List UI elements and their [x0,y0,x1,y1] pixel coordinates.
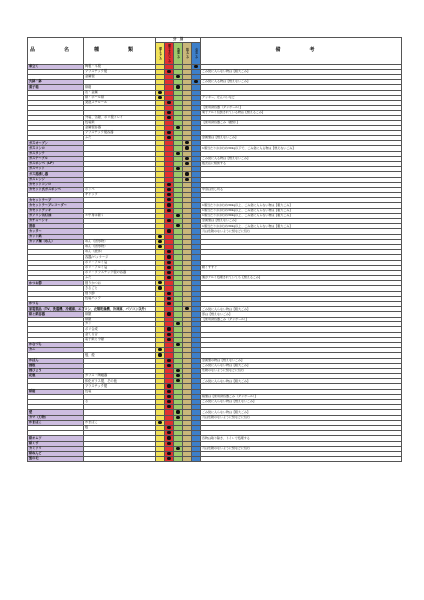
item-name: かつら [28,302,84,307]
black-dot-icon [167,384,170,387]
black-dot-icon [158,421,161,424]
item-note: 裏がアルミ処理されていても【燃えるごみ】 [201,276,402,281]
item-note: 【使用済容器ごみ（雑紙）】 [201,121,402,126]
item-name: 紙箱 [28,389,84,394]
sorting-column-header: 分 別 [156,38,201,43]
item-kind: ＊中身は除く [84,213,156,218]
item-kind: 包装紙 [84,121,156,126]
black-dot-icon [167,364,170,367]
item-kind: カン [84,322,156,327]
item-kind: る [84,400,156,405]
header-row-top [28,38,402,43]
category-cell [165,457,174,462]
item-kind: かまぼこ [84,420,156,425]
item-name: 傘立て [28,64,84,69]
black-dot-icon [176,379,179,382]
black-dot-icon [167,390,170,393]
item-name: 紙ねんど [28,451,84,456]
black-dot-icon [158,348,161,351]
black-dot-icon [167,183,170,186]
item-note: 1個当たりおおむね30kg以上、ごみ袋に入らない物は【粗大ごみ】 [201,203,402,208]
item-name: カップ麺（めん） [28,239,84,244]
black-dot-icon [167,359,170,362]
black-dot-icon [176,224,179,227]
category-oversized: 粗大ごみ [183,42,192,64]
black-dot-icon [158,235,161,238]
item-name: カミソリ [28,446,84,451]
black-dot-icon [158,281,161,284]
item-name: 家電製品（TV、洗濯機、冷蔵庫、エアコン、衣類乾燥機、冷凍庫、パソコン以外） [29,306,148,311]
item-note: クッキー、せんべいなど [201,95,402,100]
item-note: 【使用済容器ごみ（ダンボール）】 [201,317,402,322]
item-kind: 紙類 [84,312,156,317]
category-cell [174,457,183,462]
category-cell [183,457,192,462]
item-note: 1個当たりおおむね30kg以下で、ごみ袋に入る物は【燃えないごみ】 [201,146,402,151]
item-note: ごみ袋に入らない物は【粗大ごみ】 [201,379,402,384]
black-dot-icon [167,395,170,398]
item-kind: 削りかつお [84,281,156,286]
note-column-header: 備 考 [201,38,402,65]
item-kind: プラスチック製 [84,384,156,389]
item-name: カセットデッキ [28,208,84,213]
black-dot-icon [185,146,188,149]
item-kind: ポリ・アルミ袋 [84,265,156,270]
item-name: ガスタンク [28,151,84,156]
black-dot-icon [167,400,170,403]
black-dot-icon [167,431,170,434]
kind-column-header: 種 類 [84,38,156,65]
black-dot-icon [167,338,170,341]
item-name: ガスレンジ [28,177,84,182]
black-dot-icon [167,136,170,139]
item-name: 菓子箱 [28,85,84,90]
black-dot-icon [167,198,170,201]
black-dot-icon [167,219,170,222]
item-name: ガステーブル [28,156,84,161]
black-dot-icon [167,312,170,315]
black-dot-icon [176,369,179,372]
item-name: ガソリン缶灯油 [28,213,84,218]
item-kind: 体化ガラス製、その他 [84,379,156,384]
item-name: カニ [28,348,84,353]
black-dot-icon [167,101,170,104]
item-note: 刃は危険のないように紙などに包む [201,415,402,420]
item-kind: めん（固形物） [84,239,156,244]
table-row [28,457,402,462]
black-dot-icon [167,188,170,191]
item-name: カマ（刃物） [28,415,84,420]
item-note: 箱製は【使用済容器ごみ（ダンボール）】 [201,394,402,399]
item-kind: 紙箱 [84,85,156,90]
item-kind: 殻、殻 [84,353,156,358]
category-cell [192,457,201,462]
item-note: ごみ袋に入らない物は【粗大ごみ】 [201,363,402,368]
black-dot-icon [167,405,170,408]
black-dot-icon [167,209,170,212]
black-dot-icon [176,416,179,419]
category-resource: 資源ごみ [174,42,183,64]
item-kind: きるごと [84,286,156,291]
black-dot-icon [167,442,170,445]
black-dot-icon [176,343,179,346]
item-name: 滑車 [28,224,84,229]
item-name: カッター [28,229,84,234]
item-note: 1個当たりおおむね30kg以上、ごみ袋に入らない物は【粗大ごみ】 [201,213,402,218]
item-note: 金属製の物は【燃えないごみ】 [201,358,402,363]
item-name: かまぼこ [28,420,84,425]
black-dot-icon [167,436,170,439]
black-dot-icon [158,286,161,289]
item-note: ごみ袋に入らない物は【粗大ごみ】 [201,410,402,415]
black-dot-icon [167,70,170,73]
black-dot-icon [167,271,170,274]
item-name: カセットテープ [28,198,84,203]
black-dot-icon [167,255,170,258]
black-dot-icon [167,426,170,429]
black-dot-icon [167,452,170,455]
item-note: ごみ袋に入らない物は【燃えないごみ】 [201,400,402,405]
item-name: ガスオーブン [28,141,84,146]
item-name: ガス湯沸し器 [28,172,84,177]
item-note: 金属製は【燃えないごみ】 [201,136,402,141]
item-note: 部は【燃えないごみ】 [201,312,402,317]
item-note: 【使用済容器（ダンボール）】 [201,106,402,111]
category-nonburnable: 燃やせないごみ [165,42,174,64]
item-kind: 外装、缶類、ポリ製トレイ [84,115,156,120]
black-dot-icon [167,261,170,264]
item-name: 画びょう [28,368,84,373]
black-dot-icon [185,172,188,175]
item-kind: 金属製容器 [84,125,156,130]
table-body [28,64,402,462]
black-dot-icon [185,157,188,160]
black-dot-icon [194,80,197,83]
item-kind: ふた [84,136,156,141]
item-kind: 金てる合 [84,332,156,337]
item-name: ガスボンベ（LP） [28,161,84,166]
item-note: ごみ袋に入らない物は【粗大ごみ】 [201,307,402,312]
item-kind: プラスチック製容器 [84,130,156,135]
black-dot-icon [176,75,179,78]
item-kind: 陶製・木製 [84,64,156,69]
item-kind: 紙・ボール紙 [84,95,156,100]
item-kind: ポリ合成 [84,327,156,332]
item-kind: ボンベ [84,187,156,192]
item-kind: 缶・金属 [84,90,156,95]
item-note: 金属製は【燃えないごみ】 [201,219,402,224]
category-cell [156,457,165,462]
item-kind: 電子紙と小類 [84,337,156,342]
item-kind: 金属製 [84,74,156,79]
item-name: 紙オムツ [28,436,84,441]
item-note: 中身は出し切る [201,187,402,192]
item-note [201,457,402,462]
item-note: 汚物は取り除き、トイレで処理する [201,436,402,441]
item-note: ごみ袋に入らない物は【粗大ごみ】 [201,69,402,74]
item-note: 刃は危険のないように紙などに包む [201,229,402,234]
black-dot-icon [176,214,179,217]
item-note: 1個当たりおおむね30kg以上、ごみ袋に入らない物は【粗大ごみ】 [201,208,402,213]
black-dot-icon [176,374,179,377]
item-note: 1個当たりおおむね30kg以上、ごみ袋に入らない物は【粗大ごみ】 [201,224,402,229]
black-dot-icon [176,410,179,413]
black-dot-icon [176,322,179,325]
category-burnable: 燃えるごみ [156,42,165,64]
item-kind: 包装パック [84,296,156,301]
black-dot-icon [167,327,170,330]
item-note: ごみ袋に入る物は【燃えないごみ】 [201,80,402,85]
item-note: ごみ袋に入る物は【燃えないごみ】 [201,156,402,161]
black-dot-icon [176,447,179,450]
black-dot-icon [185,307,188,310]
black-dot-icon [167,457,170,460]
item-note: 刃は危険のないように紙などに包む [201,446,402,451]
item-name: カット紙 [28,234,84,239]
black-dot-icon [167,297,170,300]
item-kind: ポリ・アルミ袋 [84,260,156,265]
item-note: 菓子アルミ包装されている物は【燃えるごみ】 [201,110,402,115]
item-name: 花瓶 [28,374,84,379]
item-kind: めん（液体） [84,250,156,255]
item-kind: 包装 [84,389,156,394]
category-hazardous: 有害ごみ [192,42,201,64]
item-name: カセット式ガスボンベ [28,187,84,192]
item-name: 紙くず [28,441,84,446]
item-note: 販売店に相談する [201,161,402,166]
black-dot-icon [167,193,170,196]
item-name: 火鉢・鉢 [28,80,84,85]
item-kind: ガラス・陶磁器 [84,374,156,379]
item-kind [84,457,156,462]
black-dot-icon [167,302,170,305]
item-kind: 削り節 [84,291,156,296]
black-dot-icon [176,85,179,88]
item-note: 軽くすすぐ [201,265,402,270]
black-dot-icon [167,266,170,269]
black-dot-icon [158,240,161,243]
black-dot-icon [158,91,161,94]
item-name: かつお節 [28,281,84,286]
black-dot-icon [185,141,188,144]
item-name: カセットコンロ [28,182,84,187]
item-kind: 紙類 [84,317,156,322]
black-dot-icon [185,162,188,165]
black-dot-icon [167,229,170,232]
item-name: 画板 [28,363,84,368]
black-dot-icon [158,353,161,356]
item-name: かなづち [28,342,84,347]
item-name: 紙と紙容器 [28,312,84,317]
item-name: かばん [28,358,84,363]
item-name: ガスマット [28,167,84,172]
black-dot-icon [185,178,188,181]
item-note: 危険のないように紙などに包む [201,368,402,373]
black-dot-icon [176,126,179,129]
black-dot-icon [167,333,170,336]
black-dot-icon [176,167,179,170]
black-dot-icon [167,203,170,206]
item-kind: 板 [84,425,156,430]
item-kind: ポリ・プラスチック製の容器 [84,270,156,275]
black-dot-icon [158,96,161,99]
black-dot-icon [158,245,161,248]
black-dot-icon [167,131,170,134]
black-dot-icon [167,292,170,295]
black-dot-icon [167,276,170,279]
black-dot-icon [167,111,170,114]
waste-sorting-sheet [27,37,401,462]
item-name: カチューシャ [28,219,84,224]
item-kind: ふた [84,276,156,281]
black-dot-icon [194,65,197,68]
item-name: ガスコンロ [28,146,84,151]
item-name: 壁 [28,410,84,415]
item-kind: キャップ [84,193,156,198]
item-kind: 容器/パッケージ [84,255,156,260]
black-dot-icon [176,152,179,155]
item-name: カセットテープレコーダー [28,203,84,208]
item-column-header: 品 名 [28,38,84,65]
item-kind: プラスチック製 [84,69,156,74]
sorting-table [27,37,402,462]
item-kind: めん（固形物） [84,244,156,249]
item-kind: 発泡スチロール [84,100,156,105]
black-dot-icon [167,116,170,119]
black-dot-icon [167,250,170,253]
item-name: 髪の毛 [28,457,84,462]
